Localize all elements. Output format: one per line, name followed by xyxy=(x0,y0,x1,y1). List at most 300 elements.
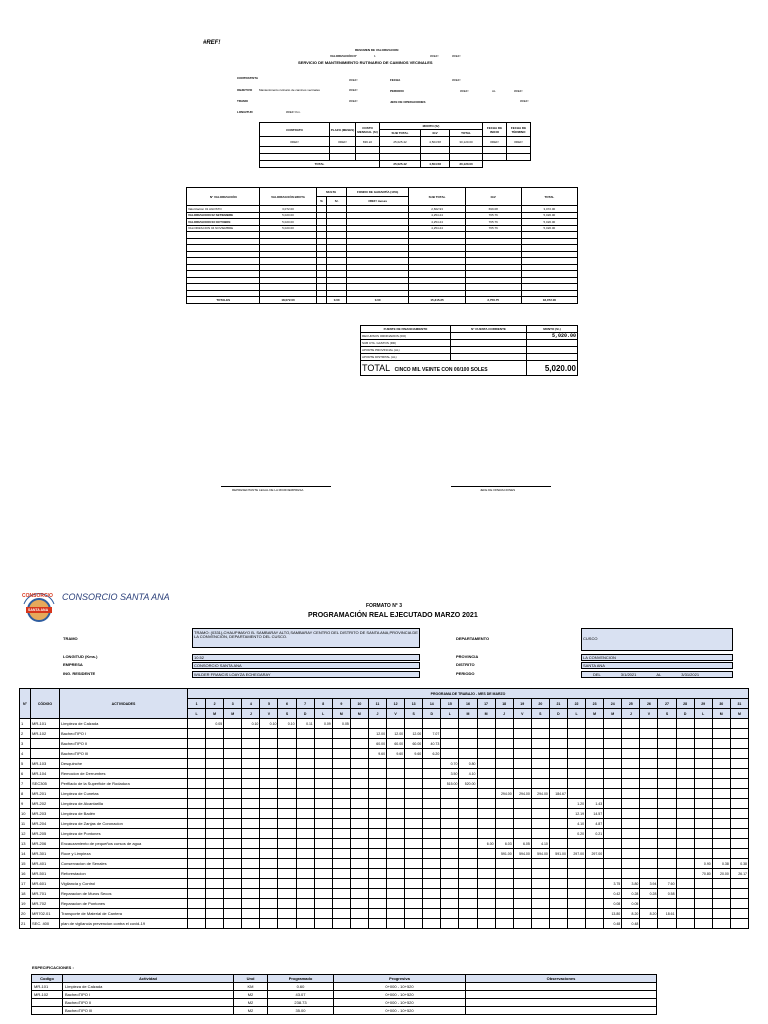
table-cell: 4,254.24 xyxy=(409,225,465,232)
day-value xyxy=(260,849,278,859)
table-cell: 5,020.00 xyxy=(521,225,577,232)
day-value xyxy=(368,859,386,869)
table-total-row xyxy=(187,297,578,304)
day-value xyxy=(658,759,676,769)
day-value xyxy=(314,739,332,749)
day-value xyxy=(350,849,368,859)
table-row xyxy=(32,991,657,999)
table-subheader: S/. xyxy=(327,197,346,206)
day-value xyxy=(387,859,405,869)
day-value xyxy=(676,809,694,819)
day-value xyxy=(260,829,278,839)
table-cell: 30,120.00 xyxy=(450,137,483,147)
day-value xyxy=(242,909,260,919)
weekday-letter: D xyxy=(676,709,694,719)
day-value: 0.10 xyxy=(260,719,278,729)
day-value: 0.20 xyxy=(567,829,585,839)
day-value xyxy=(477,769,495,779)
day-value xyxy=(278,769,296,779)
day-value xyxy=(459,899,477,909)
day-value xyxy=(694,919,712,929)
table-row xyxy=(20,889,749,899)
day-number: 16 xyxy=(459,699,477,709)
day-value xyxy=(405,919,423,929)
day-value xyxy=(350,779,368,789)
day-value xyxy=(332,779,350,789)
day-number: 20 xyxy=(531,699,549,709)
day-value xyxy=(712,779,730,789)
day-value xyxy=(622,719,640,729)
day-number: 9 xyxy=(332,699,350,709)
signature-label: JEFE DE OPERACIONES xyxy=(480,488,516,492)
objetivo-ref: #REF! xyxy=(349,88,358,92)
day-value xyxy=(567,739,585,749)
day-value xyxy=(567,879,585,889)
day-value xyxy=(350,809,368,819)
day-value xyxy=(423,859,441,869)
table-cell: 0+000 - 10+520 xyxy=(334,1007,466,1015)
day-value xyxy=(350,839,368,849)
day-value xyxy=(441,829,459,839)
day-value xyxy=(441,789,459,799)
table-cell: 0.00 xyxy=(327,297,346,304)
activity-code: MR-203 xyxy=(31,809,60,819)
table-row xyxy=(20,829,749,839)
day-value xyxy=(622,739,640,749)
activity-code: MR-301 xyxy=(31,849,60,859)
table-cell: MR-101 xyxy=(32,983,63,991)
day-value: 18.61 xyxy=(658,909,676,919)
day-value xyxy=(459,719,477,729)
day-value xyxy=(658,819,676,829)
day-value xyxy=(387,799,405,809)
day-value xyxy=(477,889,495,899)
day-value xyxy=(513,739,531,749)
day-value xyxy=(730,809,748,819)
day-value xyxy=(531,729,549,739)
objetivo-label: OBJETIVO xyxy=(237,88,253,92)
day-value xyxy=(531,819,549,829)
day-value xyxy=(296,829,314,839)
row-number: 19 xyxy=(20,899,31,909)
day-value xyxy=(712,809,730,819)
row-number: 17 xyxy=(20,879,31,889)
day-value xyxy=(368,909,386,919)
table-cell: 4,254.24 xyxy=(409,219,465,226)
day-value xyxy=(242,889,260,899)
table-header: Observaciones xyxy=(466,975,657,983)
objetivo-value: Mantenimiento rutinario de caminos vecinales xyxy=(259,88,320,92)
day-value xyxy=(658,739,676,749)
table-row xyxy=(20,849,749,859)
table-cell: KM xyxy=(234,983,268,991)
day-value xyxy=(278,889,296,899)
day-value xyxy=(188,809,206,819)
day-value xyxy=(640,809,658,819)
day-value xyxy=(350,889,368,899)
empresa-value: CONSORCIO SANTA ANA xyxy=(192,662,420,669)
table-cell: 0.00 xyxy=(346,297,409,304)
day-value xyxy=(206,829,224,839)
table-header: Actividad xyxy=(63,975,234,983)
longitud-label: LONGITUD (Kms.) xyxy=(63,654,98,659)
provincia-value: LA CONVENCION xyxy=(581,654,733,661)
day-value xyxy=(423,909,441,919)
day-value xyxy=(513,819,531,829)
table-row xyxy=(32,999,657,1007)
day-value xyxy=(640,829,658,839)
day-value xyxy=(188,889,206,899)
day-value xyxy=(332,799,350,809)
table-row xyxy=(32,1007,657,1015)
day-value xyxy=(296,839,314,849)
table-header: N° VALORIZACIÓN xyxy=(187,188,260,206)
day-value xyxy=(188,879,206,889)
day-value xyxy=(495,889,513,899)
table-cell: VALORIZACION 03 OCTUBRE xyxy=(187,219,260,226)
day-value xyxy=(260,879,278,889)
specs-table xyxy=(31,974,657,1015)
row-number: 14 xyxy=(20,849,31,859)
day-value xyxy=(531,759,549,769)
day-value xyxy=(459,739,477,749)
day-number: 19 xyxy=(513,699,531,709)
day-value xyxy=(188,749,206,759)
day-value xyxy=(423,809,441,819)
day-value xyxy=(549,819,567,829)
col-header-codigo: CÓDIGO xyxy=(31,689,60,719)
day-value xyxy=(604,809,622,819)
day-value xyxy=(567,859,585,869)
activity-code: MR-701 xyxy=(31,889,60,899)
fecha-value: #REF! xyxy=(452,78,461,82)
day-value xyxy=(278,909,296,919)
day-value xyxy=(495,919,513,929)
table-cell: Valorizacion 01 AGOSTO xyxy=(187,206,260,213)
row-number: 6 xyxy=(20,769,31,779)
day-value xyxy=(459,829,477,839)
tramo-label: TRAMO xyxy=(237,99,248,103)
day-value xyxy=(206,799,224,809)
day-value xyxy=(441,749,459,759)
day-value xyxy=(206,739,224,749)
day-value xyxy=(586,729,604,739)
day-value xyxy=(423,789,441,799)
table-cell: 0.60 xyxy=(268,983,334,991)
table-subheader: SUB TOTAL xyxy=(380,130,421,137)
day-value: 0.58 xyxy=(658,889,676,899)
day-value xyxy=(586,759,604,769)
day-value xyxy=(549,909,567,919)
day-value xyxy=(296,869,314,879)
table-header: COSTO MENSUAL (S/) xyxy=(356,123,380,137)
weekday-letter: S xyxy=(531,709,549,719)
day-value xyxy=(332,919,350,929)
day-value xyxy=(513,729,531,739)
day-value xyxy=(622,859,640,869)
table-header: Progresiva xyxy=(334,975,466,983)
activity-code: MR-204 xyxy=(31,819,60,829)
day-value xyxy=(567,899,585,909)
day-value xyxy=(622,749,640,759)
table-header: FECHA DE INICIO xyxy=(483,123,507,137)
funding-amount: 5,020.00 xyxy=(527,333,578,340)
day-value xyxy=(604,819,622,829)
activity-name: Remocion de Derrumbes xyxy=(60,769,188,779)
activity-code: MR-601 xyxy=(31,879,60,889)
program-title: PROGRAMA DE TRABAJO - MES DE MARZO xyxy=(188,689,749,699)
table-cell: 4,504.58 xyxy=(421,137,450,147)
day-value xyxy=(567,779,585,789)
activity-code: MR-102 xyxy=(31,729,60,739)
day-value xyxy=(296,909,314,919)
day-value: 294.00 xyxy=(513,789,531,799)
day-value xyxy=(495,759,513,769)
day-value xyxy=(206,869,224,879)
day-value xyxy=(676,739,694,749)
day-value xyxy=(441,719,459,729)
day-value xyxy=(314,809,332,819)
activity-code xyxy=(31,739,60,749)
day-value xyxy=(604,719,622,729)
day-value xyxy=(387,759,405,769)
day-value: 594.00 xyxy=(531,849,549,859)
day-value xyxy=(495,729,513,739)
day-value xyxy=(513,919,531,929)
day-value xyxy=(586,789,604,799)
day-value xyxy=(441,799,459,809)
day-value xyxy=(314,799,332,809)
day-value xyxy=(730,829,748,839)
day-value xyxy=(640,849,658,859)
day-value xyxy=(549,769,567,779)
table-subheader: % xyxy=(316,197,327,206)
weekday-letter: V xyxy=(387,709,405,719)
day-value xyxy=(676,819,694,829)
day-value xyxy=(368,829,386,839)
day-value: 184.67 xyxy=(549,789,567,799)
day-value xyxy=(296,749,314,759)
activity-code: MR-501 xyxy=(31,869,60,879)
day-value xyxy=(224,869,242,879)
weekday-letter: M xyxy=(477,709,495,719)
day-value xyxy=(441,919,459,929)
day-value xyxy=(622,849,640,859)
row-number: 9 xyxy=(20,799,31,809)
day-value xyxy=(423,719,441,729)
activity-name: Limpieza de Zanjas de Coronacion xyxy=(60,819,188,829)
day-value xyxy=(350,759,368,769)
day-value xyxy=(387,809,405,819)
day-value xyxy=(314,909,332,919)
activity-name: Limpieza de Alcantarilla xyxy=(60,799,188,809)
day-value: 9.60 xyxy=(387,749,405,759)
activity-code: MR-401 xyxy=(31,859,60,869)
day-value xyxy=(549,739,567,749)
day-number: 21 xyxy=(549,699,567,709)
day-value xyxy=(350,819,368,829)
day-value xyxy=(640,769,658,779)
activity-name: Conservacion de Senales xyxy=(60,859,188,869)
day-value xyxy=(658,799,676,809)
day-value: 60.00 xyxy=(368,739,386,749)
day-value xyxy=(622,729,640,739)
table-cell: 4,504.58 xyxy=(421,161,450,168)
day-value xyxy=(314,849,332,859)
activity-code: SEC305 xyxy=(31,779,60,789)
day-value xyxy=(549,749,567,759)
table-row xyxy=(20,759,749,769)
weekday-letter: J xyxy=(368,709,386,719)
day-value xyxy=(206,849,224,859)
day-number: 13 xyxy=(405,699,423,709)
day-value xyxy=(549,799,567,809)
day-value xyxy=(260,889,278,899)
day-number: 5 xyxy=(260,699,278,709)
day-value xyxy=(224,899,242,909)
row-number: 10 xyxy=(20,809,31,819)
day-value xyxy=(640,799,658,809)
day-value: 0.28 xyxy=(640,889,658,899)
day-value xyxy=(260,729,278,739)
table-header: MULTA xyxy=(316,188,346,197)
contratista-label: CONTRATISTA xyxy=(237,76,259,80)
signature-label: REPRESENTANTE LEGAL DE LA MICROEMPRESA xyxy=(232,488,304,492)
day-value xyxy=(368,789,386,799)
table-cell: 238.73 xyxy=(268,999,334,1007)
weekday-letter: S xyxy=(405,709,423,719)
day-value xyxy=(332,769,350,779)
day-value xyxy=(260,919,278,929)
day-number: 25 xyxy=(622,699,640,709)
day-value: 0.11 xyxy=(296,719,314,729)
company-name: CONSORCIO SANTA ANA xyxy=(62,592,170,602)
day-value xyxy=(188,739,206,749)
tramo-value: TRAMO: (0331)-CHAUPIMAYO B- SAMBARAY ALTO,SAMBARAY CENTRO DEL DISTRITO DE SANTA ANA,PROVINCIA DE LA CONVENCIÓN, DEPARTAMENTO DEL CUSCO. xyxy=(192,628,420,648)
day-value xyxy=(242,799,260,809)
day-value xyxy=(513,879,531,889)
day-value xyxy=(260,899,278,909)
day-number: 30 xyxy=(712,699,730,709)
day-value: 0.70 xyxy=(441,759,459,769)
day-value xyxy=(513,759,531,769)
signature-line xyxy=(451,486,551,487)
day-value xyxy=(676,779,694,789)
day-value xyxy=(224,829,242,839)
day-value xyxy=(314,829,332,839)
day-value xyxy=(477,809,495,819)
day-value xyxy=(224,879,242,889)
day-value: 8.20 xyxy=(640,909,658,919)
day-value xyxy=(405,809,423,819)
day-value xyxy=(531,799,549,809)
table-cell: 5,020.00 xyxy=(521,212,577,219)
day-value xyxy=(694,879,712,889)
day-value xyxy=(495,899,513,909)
day-value xyxy=(676,869,694,879)
total-label: TOTAL xyxy=(362,363,391,373)
day-value: 0.09 xyxy=(314,719,332,729)
day-value: 6.20 xyxy=(423,749,441,759)
day-value xyxy=(658,729,676,739)
day-value xyxy=(405,789,423,799)
table-cell xyxy=(466,1007,657,1015)
day-value xyxy=(314,839,332,849)
weekday-letter: J xyxy=(495,709,513,719)
periodo-to: #REF! xyxy=(514,89,523,93)
day-value xyxy=(567,729,585,739)
day-value xyxy=(658,829,676,839)
day-value xyxy=(387,779,405,789)
day-value xyxy=(622,839,640,849)
day-value xyxy=(441,849,459,859)
day-value xyxy=(296,769,314,779)
day-value xyxy=(387,719,405,729)
day-value xyxy=(567,919,585,929)
day-value xyxy=(260,759,278,769)
activity-code: SEC. 400 xyxy=(31,919,60,929)
day-value xyxy=(531,889,549,899)
day-value: 4.10 xyxy=(567,819,585,829)
day-value xyxy=(332,869,350,879)
table-cell: 5,020.00 xyxy=(260,219,316,226)
table-cell: VALORIZACION 04 NOVIEMBRE xyxy=(187,225,260,232)
day-value xyxy=(694,829,712,839)
day-value: 6.03 xyxy=(495,839,513,849)
day-value xyxy=(712,879,730,889)
day-value xyxy=(640,899,658,909)
day-value xyxy=(586,779,604,789)
day-value xyxy=(567,839,585,849)
day-value xyxy=(332,899,350,909)
day-value xyxy=(242,739,260,749)
day-number: 17 xyxy=(477,699,495,709)
day-value: 4.87 xyxy=(586,819,604,829)
weekday-letter: L xyxy=(694,709,712,719)
activity-code: MR-103 xyxy=(31,759,60,769)
day-value xyxy=(350,909,368,919)
table-row xyxy=(20,799,749,809)
day-value xyxy=(531,879,549,889)
day-value xyxy=(676,849,694,859)
day-value xyxy=(459,879,477,889)
day-value xyxy=(604,739,622,749)
day-value xyxy=(260,819,278,829)
day-value xyxy=(405,869,423,879)
day-value xyxy=(549,899,567,909)
day-value xyxy=(423,779,441,789)
total-amount: 5,020.00 xyxy=(527,361,578,376)
day-value xyxy=(368,899,386,909)
day-value xyxy=(604,829,622,839)
day-value xyxy=(224,769,242,779)
day-value xyxy=(441,819,459,829)
day-value xyxy=(495,869,513,879)
table-cell: 765.76 xyxy=(465,212,521,219)
day-value xyxy=(459,889,477,899)
valuation-number-label: VALORIZACIÓN N° xyxy=(330,54,357,58)
day-value xyxy=(314,869,332,879)
departamento-label: DEPARTAMENTO xyxy=(456,636,490,641)
day-value xyxy=(224,789,242,799)
row-number: 3 xyxy=(20,739,31,749)
day-value xyxy=(694,819,712,829)
day-value xyxy=(622,789,640,799)
day-value xyxy=(368,849,386,859)
weekday-letter: D xyxy=(423,709,441,719)
provincia-label: PROVINCIA xyxy=(456,654,479,659)
day-value xyxy=(549,719,567,729)
